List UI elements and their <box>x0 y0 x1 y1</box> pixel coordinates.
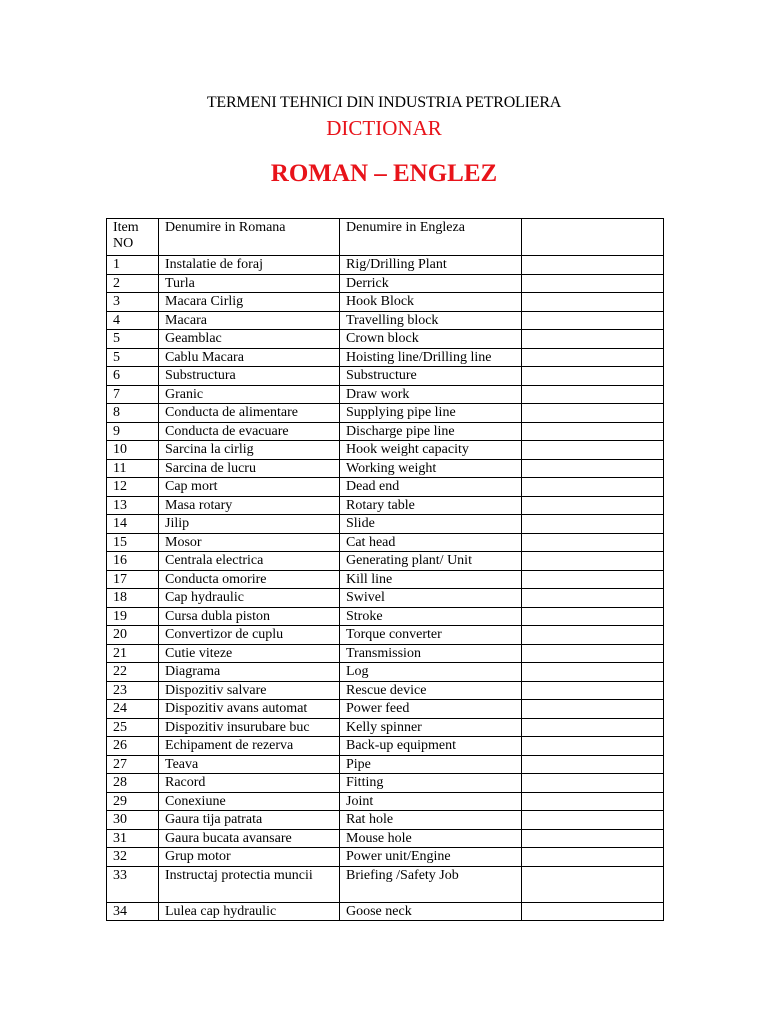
romanian-term-cell: Masa rotary <box>159 496 340 515</box>
blank-cell <box>522 644 664 663</box>
romanian-term-cell: Lulea cap hydraulic <box>159 902 340 921</box>
blank-cell <box>522 755 664 774</box>
blank-cell <box>522 385 664 404</box>
blank-cell <box>522 829 664 848</box>
romanian-term-cell: Substructura <box>159 367 340 386</box>
blank-cell <box>522 293 664 312</box>
romanian-term-cell: Sarcina la cirlig <box>159 441 340 460</box>
romanian-term-cell: Cursa dubla piston <box>159 607 340 626</box>
english-term-cell: Rig/Drilling Plant <box>340 256 522 275</box>
romanian-term-cell: Granic <box>159 385 340 404</box>
item-number-cell: 10 <box>107 441 159 460</box>
blank-cell <box>522 552 664 571</box>
item-number-cell: 22 <box>107 663 159 682</box>
table-row <box>107 441 664 460</box>
english-term-cell: Rat hole <box>340 811 522 830</box>
english-term-cell: Working weight <box>340 459 522 478</box>
romanian-term-cell: Grup motor <box>159 848 340 867</box>
romanian-term-cell: Gaura tija patrata <box>159 811 340 830</box>
english-term-cell: Rescue device <box>340 681 522 700</box>
table-row <box>107 700 664 719</box>
romanian-term-cell: Teava <box>159 755 340 774</box>
blank-cell <box>522 404 664 423</box>
item-number-cell: 25 <box>107 718 159 737</box>
table-row <box>107 774 664 793</box>
item-number-cell: 31 <box>107 829 159 848</box>
english-term-cell: Goose neck <box>340 902 522 921</box>
romanian-term-cell: Turla <box>159 274 340 293</box>
blank-cell <box>522 256 664 275</box>
romanian-term-cell: Convertizor de cuplu <box>159 626 340 645</box>
table-row <box>107 607 664 626</box>
item-number-cell: 34 <box>107 902 159 921</box>
item-number-cell: 2 <box>107 274 159 293</box>
blank-cell <box>522 589 664 608</box>
blank-cell <box>522 533 664 552</box>
item-number-cell: 28 <box>107 774 159 793</box>
romanian-term-cell: Macara <box>159 311 340 330</box>
english-term-cell: Joint <box>340 792 522 811</box>
english-term-cell: Briefing /Safety Job <box>340 866 522 902</box>
english-term-cell: Mouse hole <box>340 829 522 848</box>
item-number-cell: 5 <box>107 348 159 367</box>
english-term-cell: Torque converter <box>340 626 522 645</box>
romanian-term-cell: Conexiune <box>159 792 340 811</box>
romanian-term-cell: Conducta de alimentare <box>159 404 340 423</box>
item-number-cell: 26 <box>107 737 159 756</box>
blank-cell <box>522 663 664 682</box>
blank-cell <box>522 478 664 497</box>
romanian-term-cell: Mosor <box>159 533 340 552</box>
item-number-cell: 12 <box>107 478 159 497</box>
table-row <box>107 311 664 330</box>
item-number-cell: 1 <box>107 256 159 275</box>
item-number-cell: 13 <box>107 496 159 515</box>
item-number-cell: 8 <box>107 404 159 423</box>
table-row <box>107 866 664 902</box>
romanian-term-cell: Instalatie de foraj <box>159 256 340 275</box>
table-row <box>107 737 664 756</box>
table-row <box>107 811 664 830</box>
blank-cell <box>522 422 664 441</box>
item-number-cell: 4 <box>107 311 159 330</box>
romanian-term-cell: Macara Cirlig <box>159 293 340 312</box>
blank-cell <box>522 774 664 793</box>
item-number-cell: 24 <box>107 700 159 719</box>
language-pair-heading: ROMAN – ENGLEZ <box>270 160 498 187</box>
blank-cell <box>522 681 664 700</box>
english-term-cell: Derrick <box>340 274 522 293</box>
table-row <box>107 459 664 478</box>
english-term-cell: Pipe <box>340 755 522 774</box>
item-number-cell: 20 <box>107 626 159 645</box>
english-term-cell: Back-up equipment <box>340 737 522 756</box>
item-number-cell: 16 <box>107 552 159 571</box>
table-row <box>107 422 664 441</box>
english-term-cell: Stroke <box>340 607 522 626</box>
item-number-cell: 6 <box>107 367 159 386</box>
item-number-cell: 18 <box>107 589 159 608</box>
column-header-english: Denumire in Engleza <box>340 219 522 256</box>
blank-cell <box>522 367 664 386</box>
item-number-cell: 3 <box>107 293 159 312</box>
blank-cell <box>522 441 664 460</box>
column-header-romanian: Denumire in Romana <box>159 219 340 256</box>
english-term-cell: Supplying pipe line <box>340 404 522 423</box>
table-row <box>107 552 664 571</box>
romanian-term-cell: Cablu Macara <box>159 348 340 367</box>
english-term-cell: Cat head <box>340 533 522 552</box>
item-number-cell: 11 <box>107 459 159 478</box>
table-header-row <box>107 219 664 256</box>
item-number-cell: 29 <box>107 792 159 811</box>
blank-cell <box>522 848 664 867</box>
blank-cell <box>522 700 664 719</box>
item-number-cell: 14 <box>107 515 159 534</box>
blank-cell <box>522 607 664 626</box>
blank-cell <box>522 626 664 645</box>
table-row <box>107 829 664 848</box>
dictionary-subtitle: DICTIONAR <box>326 116 442 140</box>
romanian-term-cell: Instructaj protectia muncii <box>159 866 340 902</box>
english-term-cell: Kelly spinner <box>340 718 522 737</box>
item-number-cell: 23 <box>107 681 159 700</box>
item-number-cell: 5 <box>107 330 159 349</box>
blank-cell <box>522 718 664 737</box>
romanian-term-cell: Racord <box>159 774 340 793</box>
blank-cell <box>522 792 664 811</box>
table-row <box>107 367 664 386</box>
table-row <box>107 626 664 645</box>
english-term-cell: Hoisting line/Drilling line <box>340 348 522 367</box>
glossary-table-body <box>107 219 664 921</box>
romanian-term-cell: Conducta de evacuare <box>159 422 340 441</box>
table-row <box>107 533 664 552</box>
table-row <box>107 515 664 534</box>
romanian-term-cell: Cutie viteze <box>159 644 340 663</box>
blank-cell <box>522 866 664 902</box>
english-term-cell: Kill line <box>340 570 522 589</box>
romanian-term-cell: Dispozitiv salvare <box>159 681 340 700</box>
blank-cell <box>522 348 664 367</box>
english-term-cell: Crown block <box>340 330 522 349</box>
blank-cell <box>522 459 664 478</box>
english-term-cell: Hook Block <box>340 293 522 312</box>
english-term-cell: Power unit/Engine <box>340 848 522 867</box>
english-term-cell: Hook weight capacity <box>340 441 522 460</box>
romanian-term-cell: Cap hydraulic <box>159 589 340 608</box>
item-number-cell: 32 <box>107 848 159 867</box>
english-term-cell: Substructure <box>340 367 522 386</box>
table-row <box>107 274 664 293</box>
table-row <box>107 663 664 682</box>
item-number-cell: 33 <box>107 866 159 902</box>
english-term-cell: Dead end <box>340 478 522 497</box>
english-term-cell: Discharge pipe line <box>340 422 522 441</box>
english-term-cell: Power feed <box>340 700 522 719</box>
item-number-cell: 27 <box>107 755 159 774</box>
blank-cell <box>522 515 664 534</box>
romanian-term-cell: Centrala electrica <box>159 552 340 571</box>
romanian-term-cell: Diagrama <box>159 663 340 682</box>
column-header-item-no: Item NO <box>107 219 159 256</box>
english-term-cell: Generating plant/ Unit <box>340 552 522 571</box>
item-number-cell: 9 <box>107 422 159 441</box>
item-number-cell: 17 <box>107 570 159 589</box>
english-term-cell: Slide <box>340 515 522 534</box>
item-number-cell: 30 <box>107 811 159 830</box>
blank-cell <box>522 570 664 589</box>
romanian-term-cell: Jilip <box>159 515 340 534</box>
english-term-cell: Draw work <box>340 385 522 404</box>
table-row <box>107 589 664 608</box>
romanian-term-cell: Dispozitiv avans automat <box>159 700 340 719</box>
romanian-term-cell: Dispozitiv insurubare buc <box>159 718 340 737</box>
table-row <box>107 570 664 589</box>
blank-cell <box>522 496 664 515</box>
table-row <box>107 330 664 349</box>
blank-cell <box>522 902 664 921</box>
table-row <box>107 496 664 515</box>
romanian-term-cell: Sarcina de lucru <box>159 459 340 478</box>
table-row <box>107 348 664 367</box>
romanian-term-cell: Geamblac <box>159 330 340 349</box>
document-title: TERMENI TEHNICI DIN INDUSTRIA PETROLIERA <box>206 94 562 111</box>
blank-cell <box>522 737 664 756</box>
item-number-cell: 7 <box>107 385 159 404</box>
table-row <box>107 256 664 275</box>
item-number-cell: 19 <box>107 607 159 626</box>
table-row <box>107 404 664 423</box>
item-number-cell: 15 <box>107 533 159 552</box>
romanian-term-cell: Conducta omorire <box>159 570 340 589</box>
english-term-cell: Rotary table <box>340 496 522 515</box>
item-number-cell: 21 <box>107 644 159 663</box>
english-term-cell: Travelling block <box>340 311 522 330</box>
english-term-cell: Transmission <box>340 644 522 663</box>
blank-cell <box>522 811 664 830</box>
english-term-cell: Swivel <box>340 589 522 608</box>
column-header-blank <box>522 219 664 256</box>
table-row <box>107 478 664 497</box>
romanian-term-cell: Gaura bucata avansare <box>159 829 340 848</box>
blank-cell <box>522 311 664 330</box>
table-row <box>107 718 664 737</box>
romanian-term-cell: Cap mort <box>159 478 340 497</box>
table-row <box>107 293 664 312</box>
table-row <box>107 644 664 663</box>
blank-cell <box>522 274 664 293</box>
table-row <box>107 848 664 867</box>
english-term-cell: Log <box>340 663 522 682</box>
english-term-cell: Fitting <box>340 774 522 793</box>
romanian-term-cell: Echipament de rezerva <box>159 737 340 756</box>
table-row <box>107 792 664 811</box>
table-row <box>107 902 664 921</box>
table-row <box>107 385 664 404</box>
table-row <box>107 681 664 700</box>
blank-cell <box>522 330 664 349</box>
table-row <box>107 755 664 774</box>
glossary-table <box>106 218 664 921</box>
